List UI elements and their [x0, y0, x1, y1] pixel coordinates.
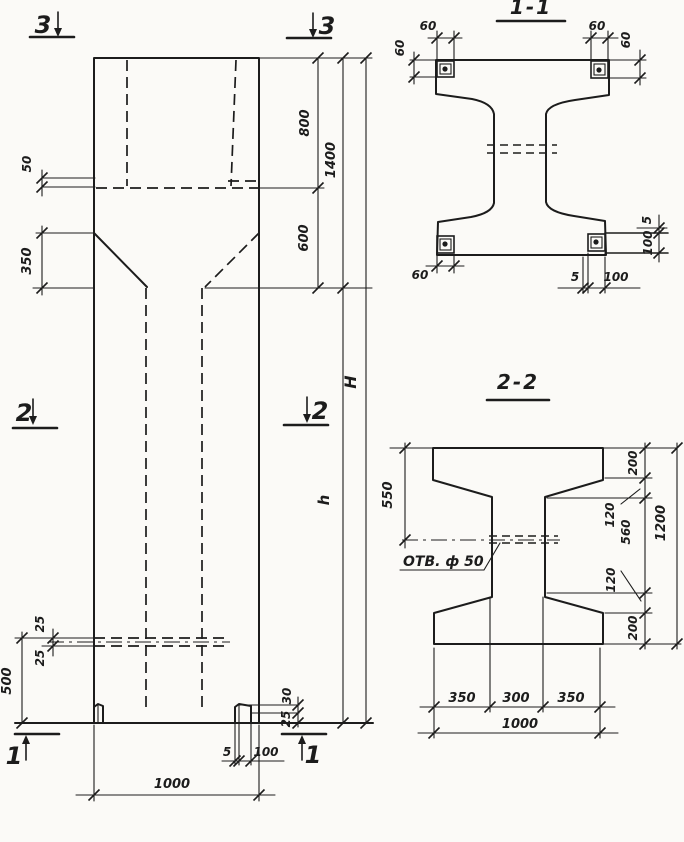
slot-lines: [42, 178, 95, 187]
dim-560: 560: [619, 519, 633, 545]
elevation-view: [0, 11, 373, 801]
dim-1200: 1200: [654, 504, 669, 542]
dim-hole-25-upper: 25: [33, 615, 47, 633]
dim-br-100: 100: [603, 270, 629, 284]
cap-hidden-lines: [96, 60, 258, 188]
dim-300-mid: 300: [502, 691, 530, 706]
dim-350-right: 350: [557, 691, 585, 706]
dim-foot-5: 5: [222, 745, 232, 759]
dim-H: H: [341, 375, 360, 389]
dim-taper-350: 350: [20, 247, 35, 275]
section-1-1-title: 1-1: [509, 0, 553, 19]
section-2-2-dim-labels: [381, 450, 669, 732]
section-2-2-ticks: [400, 443, 683, 739]
marker-1-right: 1: [304, 741, 322, 769]
dim-500: 500: [0, 667, 15, 695]
column-feet: [94, 704, 251, 723]
dim-200-top: 200: [626, 450, 640, 476]
feet-inner-lines: [98, 705, 239, 723]
dim-350-left: 350: [448, 691, 476, 706]
marker-2-right: 2: [311, 397, 329, 425]
marker-3-left: 3: [34, 11, 52, 39]
marker-2-left: 2: [15, 399, 33, 427]
dim-br-100-vert: 100: [641, 230, 655, 256]
marker-3-right: 3: [318, 12, 336, 40]
section-1-1-dim-labels: [393, 19, 655, 284]
marker-1-left: 1: [5, 742, 23, 770]
dim-bl-60: 60: [411, 268, 429, 282]
elev-dim-labels: [0, 109, 360, 792]
dim-tr-60-vert: 60: [619, 31, 633, 49]
dim-120-bottom: 120: [604, 567, 618, 593]
dim-200-bottom: 200: [626, 615, 640, 641]
section-1-1-outline: [436, 60, 609, 255]
dim-550: 550: [381, 481, 396, 509]
dim-1400: 1400: [324, 141, 339, 179]
elev-dim-lines: [22, 58, 372, 801]
corner-angles: [437, 61, 608, 253]
dim-120-top: 120: [603, 502, 617, 528]
section-2-2-outline: [433, 448, 603, 644]
dim-1000: 1000: [153, 777, 191, 792]
section-1-1-view: [393, 0, 668, 294]
dim-foot-30: 30: [280, 687, 294, 705]
dim-br-5: 5: [570, 270, 580, 284]
section-2-2-view: [381, 370, 683, 739]
dim-h: h: [315, 494, 333, 506]
dim-tr-60: 60: [588, 19, 606, 33]
dim-br-5-vert: 5: [640, 215, 654, 225]
section-markers: [6, 11, 336, 770]
hole-note: ОТВ. ф 50: [403, 554, 484, 570]
section-2-2-dim-lines: [390, 443, 681, 738]
dim-hole-25-lower: 25: [33, 649, 47, 667]
section-2-2-title: 2-2: [496, 370, 540, 394]
dim-1000-section: 1000: [501, 717, 539, 732]
dim-slot-50: 50: [20, 155, 34, 173]
dim-foot-100: 100: [253, 745, 279, 759]
dim-600: 600: [297, 224, 312, 252]
web-hidden-lines: [146, 288, 202, 708]
dim-tl-60-vert: 60: [393, 39, 407, 57]
dim-800: 800: [298, 109, 313, 137]
taper-solid: [94, 233, 147, 287]
column-outline: [94, 58, 259, 723]
dim-tl-60: 60: [419, 19, 437, 33]
taper-hidden: [205, 233, 259, 287]
dim-foot-25: 25: [279, 710, 293, 728]
